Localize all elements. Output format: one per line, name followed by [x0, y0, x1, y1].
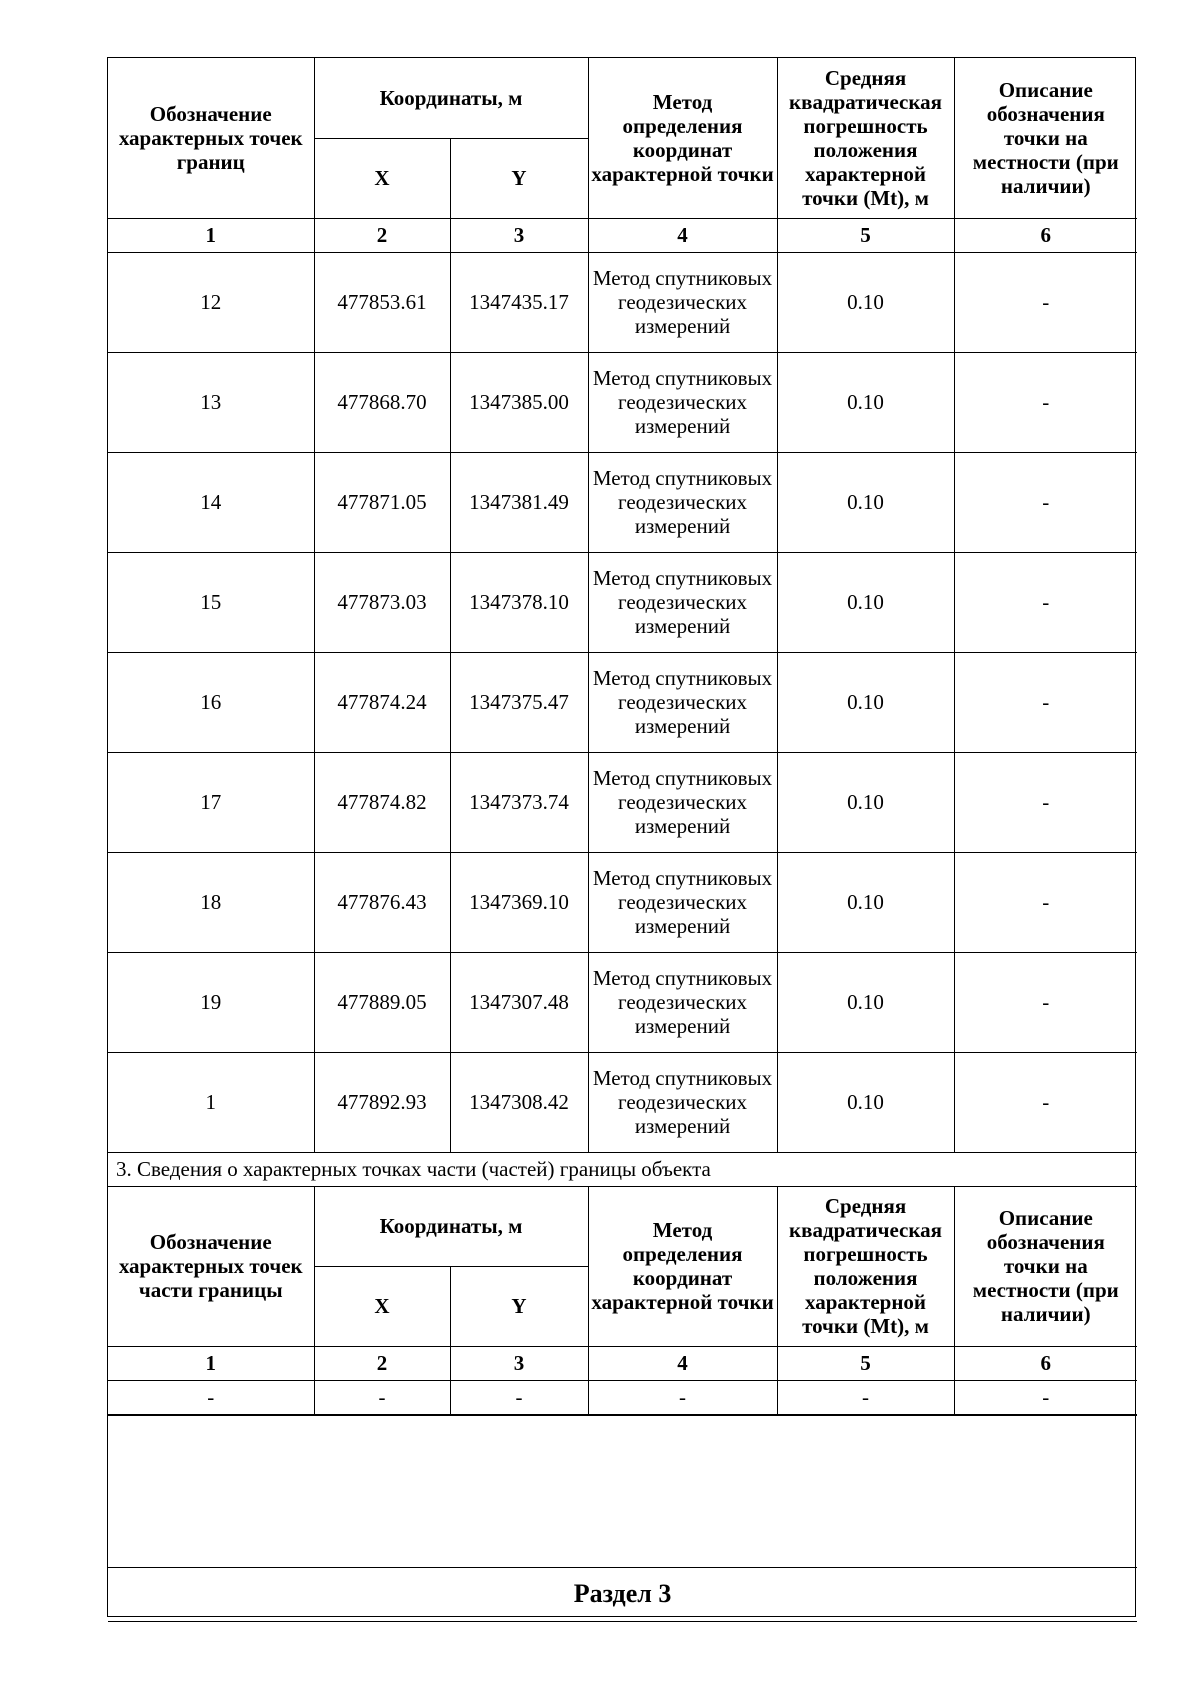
- description-cell: -: [954, 452, 1137, 552]
- header-description: Описание обозначения точки на местности (при наличии): [954, 58, 1137, 218]
- table-row: [108, 752, 1137, 852]
- header-x: X: [314, 1266, 450, 1346]
- x-cell: 477868.70: [314, 352, 450, 452]
- table-row: [108, 852, 1137, 952]
- method-cell: Метод спутниковых геодезических измерений: [588, 852, 777, 952]
- mt-cell: 0.10: [777, 352, 954, 452]
- method-cell: Метод спутниковых геодезических измерений: [588, 752, 777, 852]
- mt-cell: -: [777, 1380, 954, 1415]
- x-cell: 477874.82: [314, 752, 450, 852]
- column-number: 6: [954, 1346, 1137, 1380]
- y-cell: 1347375.47: [450, 652, 588, 752]
- column-number: 6: [954, 218, 1137, 252]
- y-cell: 1347373.74: [450, 752, 588, 852]
- x-cell: 477892.93: [314, 1052, 450, 1152]
- header-error: Средняя квадратическая погрешность положения характерной точки (Mt), м: [777, 58, 954, 218]
- point-cell: 18: [108, 852, 314, 952]
- blank-area: [108, 1415, 1137, 1567]
- mt-cell: 0.10: [777, 952, 954, 1052]
- header-y: Y: [450, 1266, 588, 1346]
- column-number: 2: [314, 218, 450, 252]
- header-y: Y: [450, 138, 588, 218]
- method-cell: Метод спутниковых геодезических измерений: [588, 952, 777, 1052]
- x-cell: 477853.61: [314, 252, 450, 352]
- mt-cell: 0.10: [777, 852, 954, 952]
- description-cell: -: [954, 952, 1137, 1052]
- mt-cell: 0.10: [777, 652, 954, 752]
- column-number: 1: [108, 218, 314, 252]
- y-cell: 1347385.00: [450, 352, 588, 452]
- column-number: 4: [588, 218, 777, 252]
- point-cell: 15: [108, 552, 314, 652]
- y-cell: 1347307.48: [450, 952, 588, 1052]
- mt-cell: 0.10: [777, 452, 954, 552]
- section-3-label: 3. Сведения о характерных точках части (частей) границы объекта: [108, 1152, 1137, 1186]
- method-cell: Метод спутниковых геодезических измерений: [588, 652, 777, 752]
- description-cell: -: [954, 1052, 1137, 1152]
- section-title: Раздел 3: [108, 1567, 1137, 1621]
- column-number: 4: [588, 1346, 777, 1380]
- column-number: 5: [777, 218, 954, 252]
- header-designation: Обозначение характерных точек границ: [108, 58, 314, 218]
- description-cell: -: [954, 552, 1137, 652]
- table-row: [108, 452, 1137, 552]
- x-cell: 477871.05: [314, 452, 450, 552]
- header-description: Описание обозначения точки на местности (при наличии): [954, 1186, 1137, 1346]
- description-cell: -: [954, 252, 1137, 352]
- header-coordinates: Координаты, м: [314, 1186, 588, 1266]
- table-row: [108, 1380, 1137, 1415]
- description-cell: -: [954, 352, 1137, 452]
- point-cell: 1: [108, 1052, 314, 1152]
- y-cell: 1347435.17: [450, 252, 588, 352]
- point-cell: 12: [108, 252, 314, 352]
- point-cell: 17: [108, 752, 314, 852]
- y-cell: 1347378.10: [450, 552, 588, 652]
- description-cell: -: [954, 1380, 1137, 1415]
- y-cell: -: [450, 1380, 588, 1415]
- mt-cell: 0.10: [777, 752, 954, 852]
- x-cell: 477874.24: [314, 652, 450, 752]
- header-coordinates: Координаты, м: [314, 58, 588, 138]
- x-cell: 477889.05: [314, 952, 450, 1052]
- table-row: [108, 552, 1137, 652]
- x-cell: 477873.03: [314, 552, 450, 652]
- document-frame: [107, 57, 1136, 1617]
- method-cell: Метод спутниковых геодезических измерений: [588, 252, 777, 352]
- method-cell: -: [588, 1380, 777, 1415]
- column-number: 5: [777, 1346, 954, 1380]
- table-row: [108, 952, 1137, 1052]
- column-number: 1: [108, 1346, 314, 1380]
- header-error: Средняя квадратическая погрешность положения характерной точки (Mt), м: [777, 1186, 954, 1346]
- column-number: 2: [314, 1346, 450, 1380]
- x-cell: -: [314, 1380, 450, 1415]
- y-cell: 1347381.49: [450, 452, 588, 552]
- description-cell: -: [954, 652, 1137, 752]
- coordinates-table: [108, 58, 1137, 1622]
- header-designation-part: Обозначение характерных точек части границы: [108, 1186, 314, 1346]
- y-cell: 1347369.10: [450, 852, 588, 952]
- point-cell: 16: [108, 652, 314, 752]
- table-row: [108, 1052, 1137, 1152]
- point-cell: 13: [108, 352, 314, 452]
- description-cell: -: [954, 852, 1137, 952]
- table-row: [108, 352, 1137, 452]
- mt-cell: 0.10: [777, 252, 954, 352]
- method-cell: Метод спутниковых геодезических измерений: [588, 1052, 777, 1152]
- table-row: [108, 652, 1137, 752]
- mt-cell: 0.10: [777, 1052, 954, 1152]
- column-number: 3: [450, 1346, 588, 1380]
- method-cell: Метод спутниковых геодезических измерений: [588, 552, 777, 652]
- y-cell: 1347308.42: [450, 1052, 588, 1152]
- method-cell: Метод спутниковых геодезических измерений: [588, 352, 777, 452]
- point-cell: -: [108, 1380, 314, 1415]
- description-cell: -: [954, 752, 1137, 852]
- point-cell: 19: [108, 952, 314, 1052]
- method-cell: Метод спутниковых геодезических измерений: [588, 452, 777, 552]
- header-x: X: [314, 138, 450, 218]
- header-method: Метод определения координат характерной точки: [588, 58, 777, 218]
- mt-cell: 0.10: [777, 552, 954, 652]
- point-cell: 14: [108, 452, 314, 552]
- header-method: Метод определения координат характерной точки: [588, 1186, 777, 1346]
- column-number: 3: [450, 218, 588, 252]
- x-cell: 477876.43: [314, 852, 450, 952]
- table-row: [108, 252, 1137, 352]
